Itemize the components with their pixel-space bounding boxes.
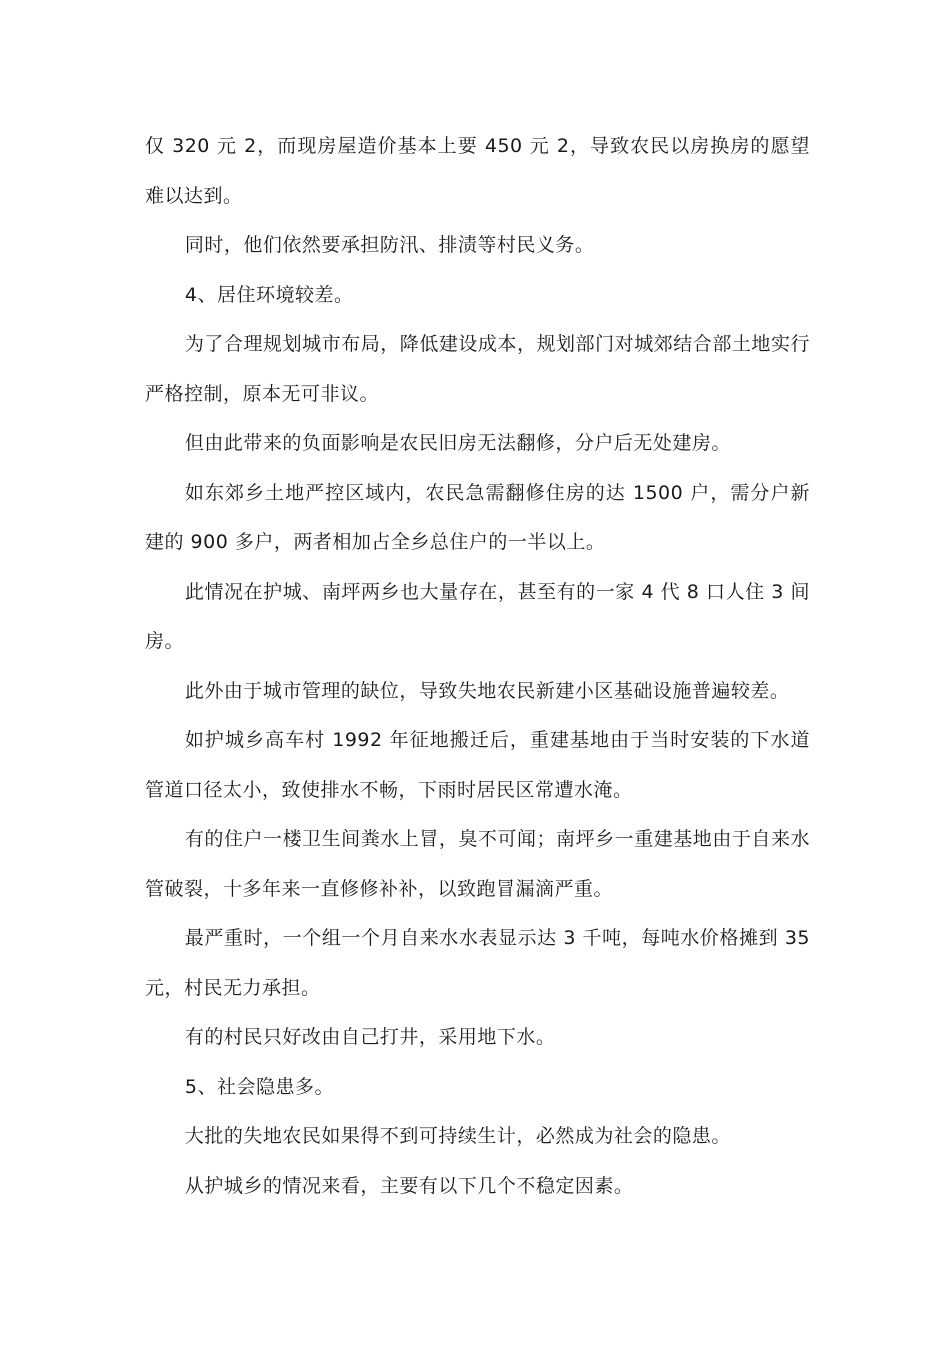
paragraph: 最严重时，一个组一个月自来水水表显示达 3 千吨，每吨水价格摊到 35 元，村民无力承担。 xyxy=(145,927,810,999)
paragraph: 但由此带来的负面影响是农民旧房无法翻修，分户后无处建房。 xyxy=(184,432,731,454)
paragraph: 从护城乡的情况来看，主要有以下几个不稳定因素。 xyxy=(184,1174,634,1197)
paragraph: 如东郊乡土地严控区域内，农民急需翻修住房的达 1500 户，需分户新建的 900 多户，两者相加占全乡总住户的一半以上。 xyxy=(145,481,810,553)
paragraph: 有的住户一楼卫生间粪水上冒，臭不可闻；南坪乡一重建基地由于自来水管破裂，十多年来一直修修补补，以致跑冒漏滴严重。 xyxy=(145,828,810,900)
paragraph: 同时，他们依然要承担防汛、排渍等村民义务。 xyxy=(184,234,595,256)
document-body xyxy=(145,122,810,1211)
paragraph: 此情况在护城、南坪两乡也大量存在，甚至有的一家 4 代 8 口人住 3 间房。 xyxy=(145,580,810,652)
section-heading: 4、居住环境较差。 xyxy=(184,283,354,306)
paragraph: 有的村民只好改由自己打井，采用地下水。 xyxy=(184,1026,556,1048)
section-heading: 5、社会隐患多。 xyxy=(184,1075,334,1098)
paragraph: 大批的失地农民如果得不到可持续生计，必然成为社会的隐患。 xyxy=(184,1125,731,1147)
paragraph: 为了合理规划城市布局，降低建设成本，规划部门对城郊结合部土地实行严格控制，原本无可非议。 xyxy=(145,333,810,405)
paragraph-continuation: 仅 320 元 2，而现房屋造价基本上要 450 元 2，导致农民以房换房的愿望难以达到。 xyxy=(145,135,810,207)
paragraph: 此外由于城市管理的缺位，导致失地农民新建小区基础设施普遍较差。 xyxy=(184,679,790,702)
paragraph: 如护城乡高车村 1992 年征地搬迁后，重建基地由于当时安装的下水道管道口径太小，致使排水不畅，下雨时居民区常遭水淹。 xyxy=(145,729,810,801)
